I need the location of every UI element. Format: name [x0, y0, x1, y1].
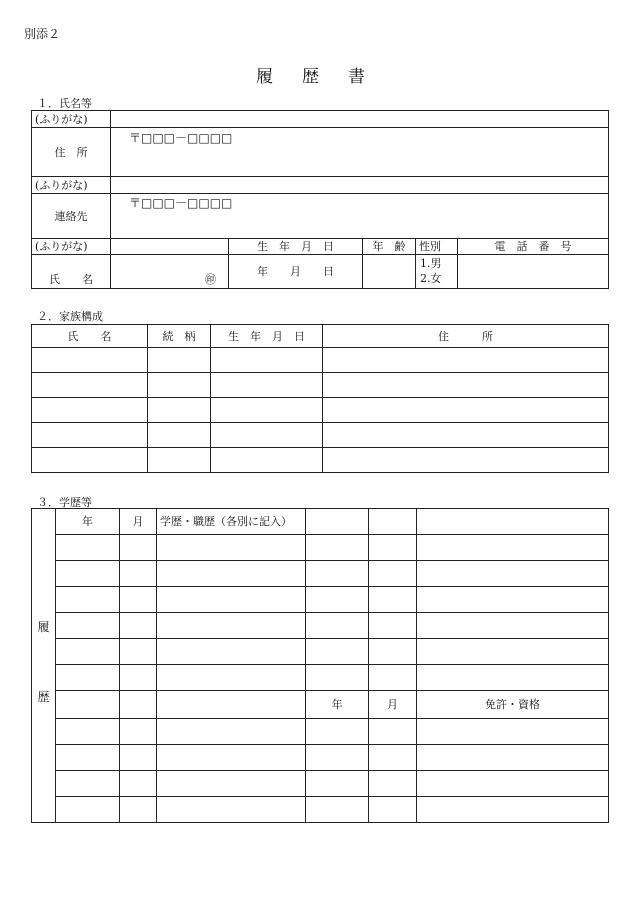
- extra-cell[interactable]: [369, 587, 417, 613]
- table-row: [32, 797, 609, 823]
- license-detail-cell[interactable]: [417, 797, 609, 823]
- license-month-header: 月: [369, 691, 417, 719]
- history-year-header: 年: [56, 509, 120, 535]
- family-name-cell[interactable]: [32, 373, 148, 398]
- license-month-cell[interactable]: [369, 719, 417, 745]
- section2-heading: ２．家族構成: [37, 310, 103, 323]
- history-detail-cell[interactable]: [157, 691, 306, 719]
- family-relation-cell[interactable]: [148, 448, 211, 473]
- extra-cell[interactable]: [369, 639, 417, 665]
- extra-cell[interactable]: [306, 665, 369, 691]
- history-year-cell[interactable]: [56, 587, 120, 613]
- license-year-cell[interactable]: [306, 797, 369, 823]
- table-row: [32, 745, 609, 771]
- family-name-cell[interactable]: [32, 448, 148, 473]
- table-row: [32, 448, 609, 473]
- birth-date-field[interactable]: 年 月 日: [229, 255, 363, 289]
- family-relation-header: 続 柄: [148, 325, 211, 348]
- extra-cell[interactable]: [369, 613, 417, 639]
- table-row: [32, 639, 609, 665]
- attachment-label: 別添２: [24, 27, 61, 41]
- history-detail-cell[interactable]: [157, 771, 306, 797]
- extra-cell[interactable]: [306, 613, 369, 639]
- family-birth-cell[interactable]: [211, 398, 323, 423]
- family-name-cell[interactable]: [32, 423, 148, 448]
- extra-cell[interactable]: [417, 665, 609, 691]
- extra-cell[interactable]: [306, 639, 369, 665]
- history-detail-cell[interactable]: [157, 639, 306, 665]
- extra-cell[interactable]: [417, 639, 609, 665]
- extra-cell[interactable]: [306, 561, 369, 587]
- postal-code-format: 〒□□□－□□□□: [129, 131, 233, 145]
- history-year-cell[interactable]: [56, 535, 120, 561]
- personal-info-table: [31, 110, 609, 289]
- license-month-cell[interactable]: [369, 797, 417, 823]
- history-month-cell[interactable]: [120, 691, 157, 719]
- family-address-cell[interactable]: [323, 423, 609, 448]
- name-label: 氏 名: [32, 255, 111, 289]
- table-row: [32, 398, 609, 423]
- phone-field[interactable]: [458, 255, 609, 289]
- history-month-cell[interactable]: [120, 771, 157, 797]
- family-address-cell[interactable]: [323, 373, 609, 398]
- table-row: [32, 373, 609, 398]
- extra-cell[interactable]: [306, 587, 369, 613]
- address-field[interactable]: [111, 128, 609, 177]
- license-detail-cell[interactable]: [417, 719, 609, 745]
- family-address-cell[interactable]: [323, 398, 609, 423]
- license-month-cell[interactable]: [369, 771, 417, 797]
- section3-heading: ３．学歴等: [37, 496, 92, 509]
- history-detail-cell[interactable]: [157, 535, 306, 561]
- history-detail-cell[interactable]: [157, 665, 306, 691]
- gender-female-option: 2.女: [420, 271, 442, 285]
- family-address-cell[interactable]: [323, 448, 609, 473]
- history-month-cell[interactable]: [120, 719, 157, 745]
- name-field[interactable]: [111, 255, 229, 289]
- address-furigana-field[interactable]: [111, 111, 609, 128]
- furigana-label: (ふりがな): [32, 111, 111, 128]
- history-month-cell[interactable]: [120, 745, 157, 771]
- history-month-cell[interactable]: [120, 535, 157, 561]
- family-birth-header: 生 年 月 日: [211, 325, 323, 348]
- phone-header: 電 話 番 号: [458, 239, 609, 255]
- license-year-header: 年: [306, 691, 369, 719]
- history-detail-cell[interactable]: [157, 587, 306, 613]
- history-year-cell[interactable]: [56, 719, 120, 745]
- table-row: [32, 665, 609, 691]
- family-birth-cell[interactable]: [211, 373, 323, 398]
- history-year-cell[interactable]: [56, 745, 120, 771]
- history-detail-cell[interactable]: [157, 613, 306, 639]
- section1-heading: １．氏名等: [37, 97, 92, 110]
- family-relation-cell[interactable]: [148, 348, 211, 373]
- license-detail-cell[interactable]: [417, 771, 609, 797]
- history-year-cell[interactable]: [56, 561, 120, 587]
- table-row: [32, 561, 609, 587]
- family-table: [31, 324, 609, 473]
- extra-cell[interactable]: [369, 665, 417, 691]
- age-field[interactable]: [363, 255, 416, 289]
- family-birth-cell[interactable]: [211, 348, 323, 373]
- contact-furigana-field[interactable]: [111, 177, 609, 194]
- family-relation-cell[interactable]: [148, 423, 211, 448]
- contact-label: 連絡先: [32, 194, 111, 239]
- contact-field[interactable]: [111, 194, 609, 239]
- history-month-cell[interactable]: [120, 561, 157, 587]
- extra-cell[interactable]: [306, 509, 369, 535]
- license-year-cell[interactable]: [306, 719, 369, 745]
- history-detail-cell[interactable]: [157, 719, 306, 745]
- history-detail-cell[interactable]: [157, 561, 306, 587]
- history-detail-cell[interactable]: [157, 745, 306, 771]
- age-header: 年 齢: [363, 239, 416, 255]
- history-month-cell[interactable]: [120, 587, 157, 613]
- family-relation-cell[interactable]: [148, 398, 211, 423]
- history-year-cell[interactable]: [56, 665, 120, 691]
- gender-male-option: 1.男: [420, 256, 442, 270]
- extra-cell[interactable]: [369, 509, 417, 535]
- extra-cell[interactable]: [417, 509, 609, 535]
- table-row: [32, 535, 609, 561]
- family-relation-cell[interactable]: [148, 373, 211, 398]
- history-month-cell[interactable]: [120, 639, 157, 665]
- extra-cell[interactable]: [369, 535, 417, 561]
- name-furigana-field[interactable]: [111, 239, 229, 255]
- history-year-cell[interactable]: [56, 797, 120, 823]
- table-row: [32, 719, 609, 745]
- history-detail-header: 学歴・職歴（各別に記入）: [157, 509, 306, 535]
- birth-date-header: 生 年 月 日: [229, 239, 363, 255]
- page-title: 履 歴 書: [256, 67, 371, 87]
- extra-cell[interactable]: [369, 561, 417, 587]
- license-year-cell[interactable]: [306, 771, 369, 797]
- history-month-header: 月: [120, 509, 157, 535]
- extra-cell[interactable]: [417, 613, 609, 639]
- license-detail-header: 免許・資格: [417, 691, 609, 719]
- family-name-cell[interactable]: [32, 348, 148, 373]
- history-year-cell[interactable]: [56, 639, 120, 665]
- history-year-cell[interactable]: [56, 771, 120, 797]
- history-detail-cell[interactable]: [157, 797, 306, 823]
- history-year-cell[interactable]: [56, 613, 120, 639]
- furigana-label: (ふりがな): [32, 177, 111, 194]
- family-birth-cell[interactable]: [211, 423, 323, 448]
- family-address-cell[interactable]: [323, 348, 609, 373]
- history-side-label: [32, 509, 56, 823]
- history-year-cell[interactable]: [56, 691, 120, 719]
- family-name-header: 氏 名: [32, 325, 148, 348]
- history-month-cell[interactable]: [120, 613, 157, 639]
- family-birth-cell[interactable]: [211, 448, 323, 473]
- extra-cell[interactable]: [417, 587, 609, 613]
- extra-cell[interactable]: [417, 561, 609, 587]
- address-label: 住 所: [32, 128, 111, 177]
- extra-cell[interactable]: [306, 535, 369, 561]
- table-row: [32, 348, 609, 373]
- gender-header: 性別: [416, 239, 458, 255]
- table-row: [32, 771, 609, 797]
- seal-mark: ㊞: [205, 273, 216, 286]
- side-char-rireki-1: 履: [37, 620, 50, 634]
- license-year-cell[interactable]: [306, 745, 369, 771]
- history-table: [31, 508, 609, 823]
- gender-field[interactable]: [416, 255, 458, 289]
- history-month-cell[interactable]: [120, 665, 157, 691]
- family-address-header: 住 所: [323, 325, 609, 348]
- side-char-rireki-2: 歴: [37, 690, 50, 704]
- table-row: [32, 587, 609, 613]
- history-month-cell[interactable]: [120, 797, 157, 823]
- extra-cell[interactable]: [417, 535, 609, 561]
- table-row: [32, 613, 609, 639]
- table-row: [32, 423, 609, 448]
- furigana-label: (ふりがな): [32, 239, 111, 255]
- license-month-cell[interactable]: [369, 745, 417, 771]
- family-name-cell[interactable]: [32, 398, 148, 423]
- license-detail-cell[interactable]: [417, 745, 609, 771]
- postal-code-format: 〒□□□－□□□□: [129, 196, 233, 210]
